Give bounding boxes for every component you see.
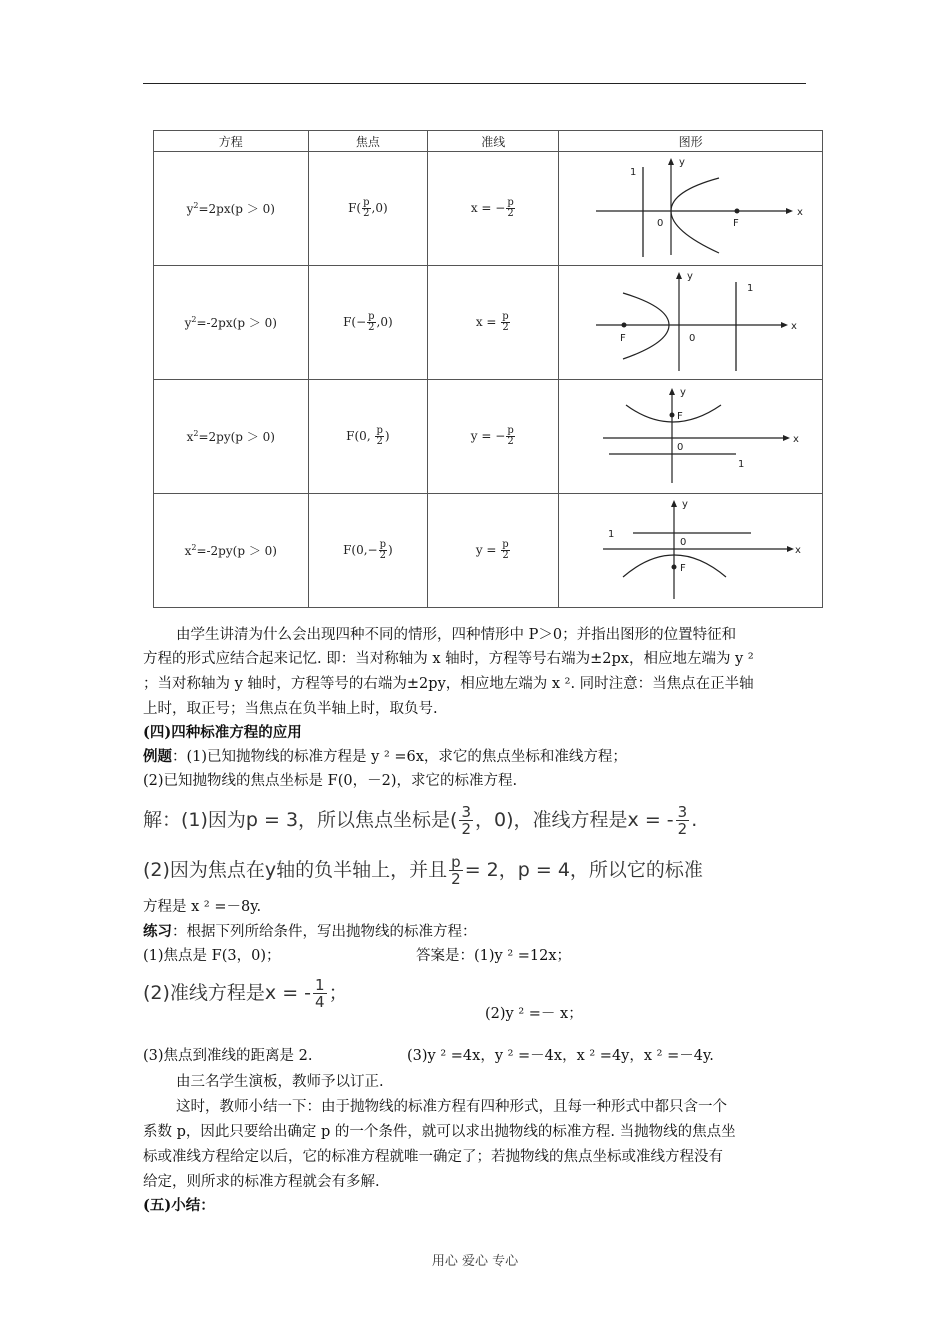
directrix-cell: x = − $\frac{p}{2}$ bbox=[428, 152, 559, 266]
directrix-cell: y = − $\frac{p}{2}$ bbox=[428, 380, 559, 494]
svg-text:1: 1 bbox=[746, 283, 754, 294]
table-row bbox=[154, 380, 823, 494]
practice-a1: 答案是：(1)y ² =12x； bbox=[416, 948, 572, 964]
table-header-row bbox=[154, 131, 823, 152]
focus-cell: F(0, $\frac{p}{2}$ ) bbox=[308, 380, 428, 494]
table-row bbox=[154, 494, 823, 608]
svg-text:1: 1 bbox=[737, 459, 745, 470]
example-line-1: 例题：(1)已知抛物线的标准方程是 y ² =6x，求它的焦点坐标和准线方程； bbox=[143, 748, 627, 765]
paragraph-2: 由三名学生演板，教师予以订正. bbox=[176, 1074, 384, 1090]
practice-intro: 练习：根据下列所给条件，写出抛物线的标准方程： bbox=[143, 923, 477, 940]
solution-line-3: 方程是 x ² =－8y. bbox=[143, 899, 262, 915]
svg-text:0: 0 bbox=[676, 442, 684, 453]
paragraph-1-line: 由学生讲清为什么会出现四种不同的情形，四种情形中 P＞0；并指出图形的位置特征和 bbox=[176, 627, 737, 643]
svg-text:y: y bbox=[678, 157, 685, 168]
table-header: 准线 bbox=[428, 131, 559, 152]
table-header: 方程 bbox=[154, 131, 309, 152]
practice-q3: (3)焦点到准线的距离是 2. bbox=[143, 1048, 313, 1064]
svg-text:0: 0 bbox=[679, 537, 687, 548]
practice-q1: (1)焦点是 F(3，0)； bbox=[143, 948, 281, 964]
directrix-cell: y = $\frac{p}{2}$ bbox=[428, 494, 559, 608]
svg-text:y: y bbox=[686, 271, 693, 282]
graph-cell bbox=[559, 266, 823, 380]
equation-cell: $x^2=-2py(p > 0)$ bbox=[154, 494, 309, 608]
svg-text:0: 0 bbox=[656, 218, 664, 229]
practice-q2: (2)准线方程是x = - $\frac{1}{4}$ ； bbox=[143, 976, 348, 1011]
section-heading-4: (四)四种标准方程的应用 bbox=[143, 724, 302, 741]
paragraph-3-line: 系数 p，因此只要给出确定 p 的一个条件，就可以求出抛物线的标准方程. 当抛物线的焦点坐 bbox=[143, 1124, 736, 1140]
solution-line-1: 解：(1)因为p = 3，所以焦点坐标是( $\frac{3}{2}$ ，0)，准线方程是x = - $\frac{3}{2}$ . bbox=[143, 803, 698, 838]
paragraph-1-line: 方程的形式应结合起来记忆. 即：当对称轴为 x 轴时，方程等号右端为±2px，相应地左端为 y ² bbox=[143, 651, 754, 667]
svg-text:y: y bbox=[679, 387, 686, 398]
table-header: 图形 bbox=[559, 131, 823, 152]
graph-cell bbox=[559, 152, 823, 266]
directrix-cell: x = $\frac{p}{2}$ bbox=[428, 266, 559, 380]
focus-cell: F(− $\frac{p}{2}$ ,0) bbox=[308, 266, 428, 380]
table-header: 焦点 bbox=[308, 131, 428, 152]
example-line-2: (2)已知抛物线的焦点坐标是 F(0，－2)，求它的标准方程. bbox=[143, 773, 518, 789]
svg-text:x: x bbox=[792, 434, 799, 445]
parabola-graph-2 bbox=[571, 267, 811, 375]
practice-a3: (3)y ² =4x，y ² =－4x，x ² =4y，x ² =－4y. bbox=[407, 1048, 714, 1064]
focus-cell: F(0,− $\frac{p}{2}$ ) bbox=[308, 494, 428, 608]
page-footer: 用心 爱心 专心 bbox=[431, 1254, 519, 1269]
parabola-table bbox=[153, 130, 823, 608]
paragraph-3-line: 这时，教师小结一下：由于抛物线的标准方程有四种形式，且每一种形式中都只含一个 bbox=[176, 1099, 727, 1115]
graph-cell bbox=[559, 494, 823, 608]
section-heading-5: (五)小结： bbox=[143, 1197, 215, 1214]
paragraph-1-line: ；当对称轴为 y 轴时，方程等号的右端为±2py，相应地左端为 x ². 同时注意：当焦点在正半轴 bbox=[143, 676, 754, 692]
practice-a2: (2)y ² =－ x； bbox=[485, 1006, 583, 1022]
focus-cell: F( $\frac{p}{2}$ ,0) bbox=[308, 152, 428, 266]
table-row bbox=[154, 266, 823, 380]
solution-line-2: (2)因为焦点在y轴的负半轴上，并且 $\frac{p}{2}$ = 2，p = 4，所以它的标准 bbox=[143, 853, 703, 888]
graph-cell bbox=[559, 380, 823, 494]
paragraph-3-line: 标或准线方程给定以后，它的标准方程就唯一确定了；若抛物线的焦点坐标或准线方程没有 bbox=[143, 1149, 723, 1165]
equation-cell: $y^2=-2px(p > 0)$ bbox=[154, 266, 309, 380]
svg-text:1: 1 bbox=[629, 167, 637, 178]
header-rule bbox=[143, 83, 806, 84]
svg-text:x: x bbox=[790, 321, 797, 332]
svg-text:F: F bbox=[679, 563, 686, 574]
svg-text:y: y bbox=[681, 499, 688, 510]
equation-cell: $x^2=2py(p > 0)$ bbox=[154, 380, 309, 494]
paragraph-3-line: 给定，则所求的标准方程就会有多解. bbox=[143, 1174, 380, 1190]
parabola-graph-4 bbox=[571, 495, 811, 603]
equation-cell: $y^2=2px(p > 0)$ bbox=[154, 152, 309, 266]
svg-text:x: x bbox=[794, 545, 801, 556]
svg-text:F: F bbox=[732, 218, 739, 229]
svg-text:x: x bbox=[796, 207, 803, 218]
svg-text:0: 0 bbox=[688, 333, 696, 344]
svg-text:F: F bbox=[676, 411, 683, 422]
svg-text:F: F bbox=[619, 333, 626, 344]
parabola-graph-1 bbox=[571, 153, 811, 261]
table-row bbox=[154, 152, 823, 266]
svg-text:1: 1 bbox=[607, 529, 615, 540]
parabola-graph-3 bbox=[571, 381, 811, 489]
paragraph-1-line: 上时，取正号；当焦点在负半轴上时，取负号. bbox=[143, 701, 438, 717]
